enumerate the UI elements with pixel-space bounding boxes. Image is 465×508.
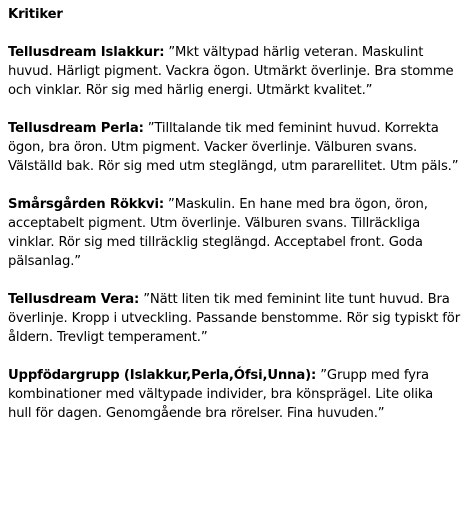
review-text: ”Grupp med fyra kombinationer med vältypade individer, bra könsprägel. Lite olika hull för dagen. Genomgående bra rörelser. Fina huvuden.”: [8, 368, 434, 421]
dog-name: Tellusdream Vera:: [8, 292, 140, 307]
review-rokkvi: [8, 195, 460, 271]
review-text: ”Maskulin. En hane med bra ögon, öron, acceptabelt pigment. Utm överlinje. Välburen svans. Tillräckliga vinklar. Rör sig med tillräcklig steglängd. Acceptabel front. Goda pälsanlag.”: [8, 197, 428, 269]
review-text: ”Mkt vältypad härlig veteran. Maskulint huvud. Härligt pigment. Vackra ögon. Utmärkt överlinje. Bra stomme och vinklar. Rör sig med härlig energi. Utmärkt kvalitet.”: [8, 45, 454, 98]
dog-name: Smårsgården Rökkvi:: [8, 197, 164, 212]
dog-name: Tellusdream Perla:: [8, 121, 144, 136]
document-heading: Kritiker: [8, 7, 63, 22]
review-text: ”Nätt liten tik med feminint lite tunt huvud. Bra överlinje. Kropp i utveckling. Passande benstomme. Rör sig typiskt för åldern. Trevligt temperament.”: [8, 292, 460, 345]
review-vera: [8, 290, 460, 347]
dog-name: Tellusdream Islakkur:: [8, 45, 165, 60]
review-text: ”Tilltalande tik med feminint huvud. Korrekta ögon, bra öron. Utm pigment. Vacker överlinje. Välburen svans. Välställd bak. Rör sig med utm steglängd, utm pararellitet. Utm päls.”: [8, 121, 459, 174]
review-islakkur: [8, 43, 460, 100]
review-breeder-group: [8, 366, 460, 423]
review-perla: [8, 119, 460, 176]
review-document: [8, 5, 460, 423]
dog-name: Uppfödargrupp (Islakkur,Perla,Ófsi,Unna):: [8, 368, 317, 383]
